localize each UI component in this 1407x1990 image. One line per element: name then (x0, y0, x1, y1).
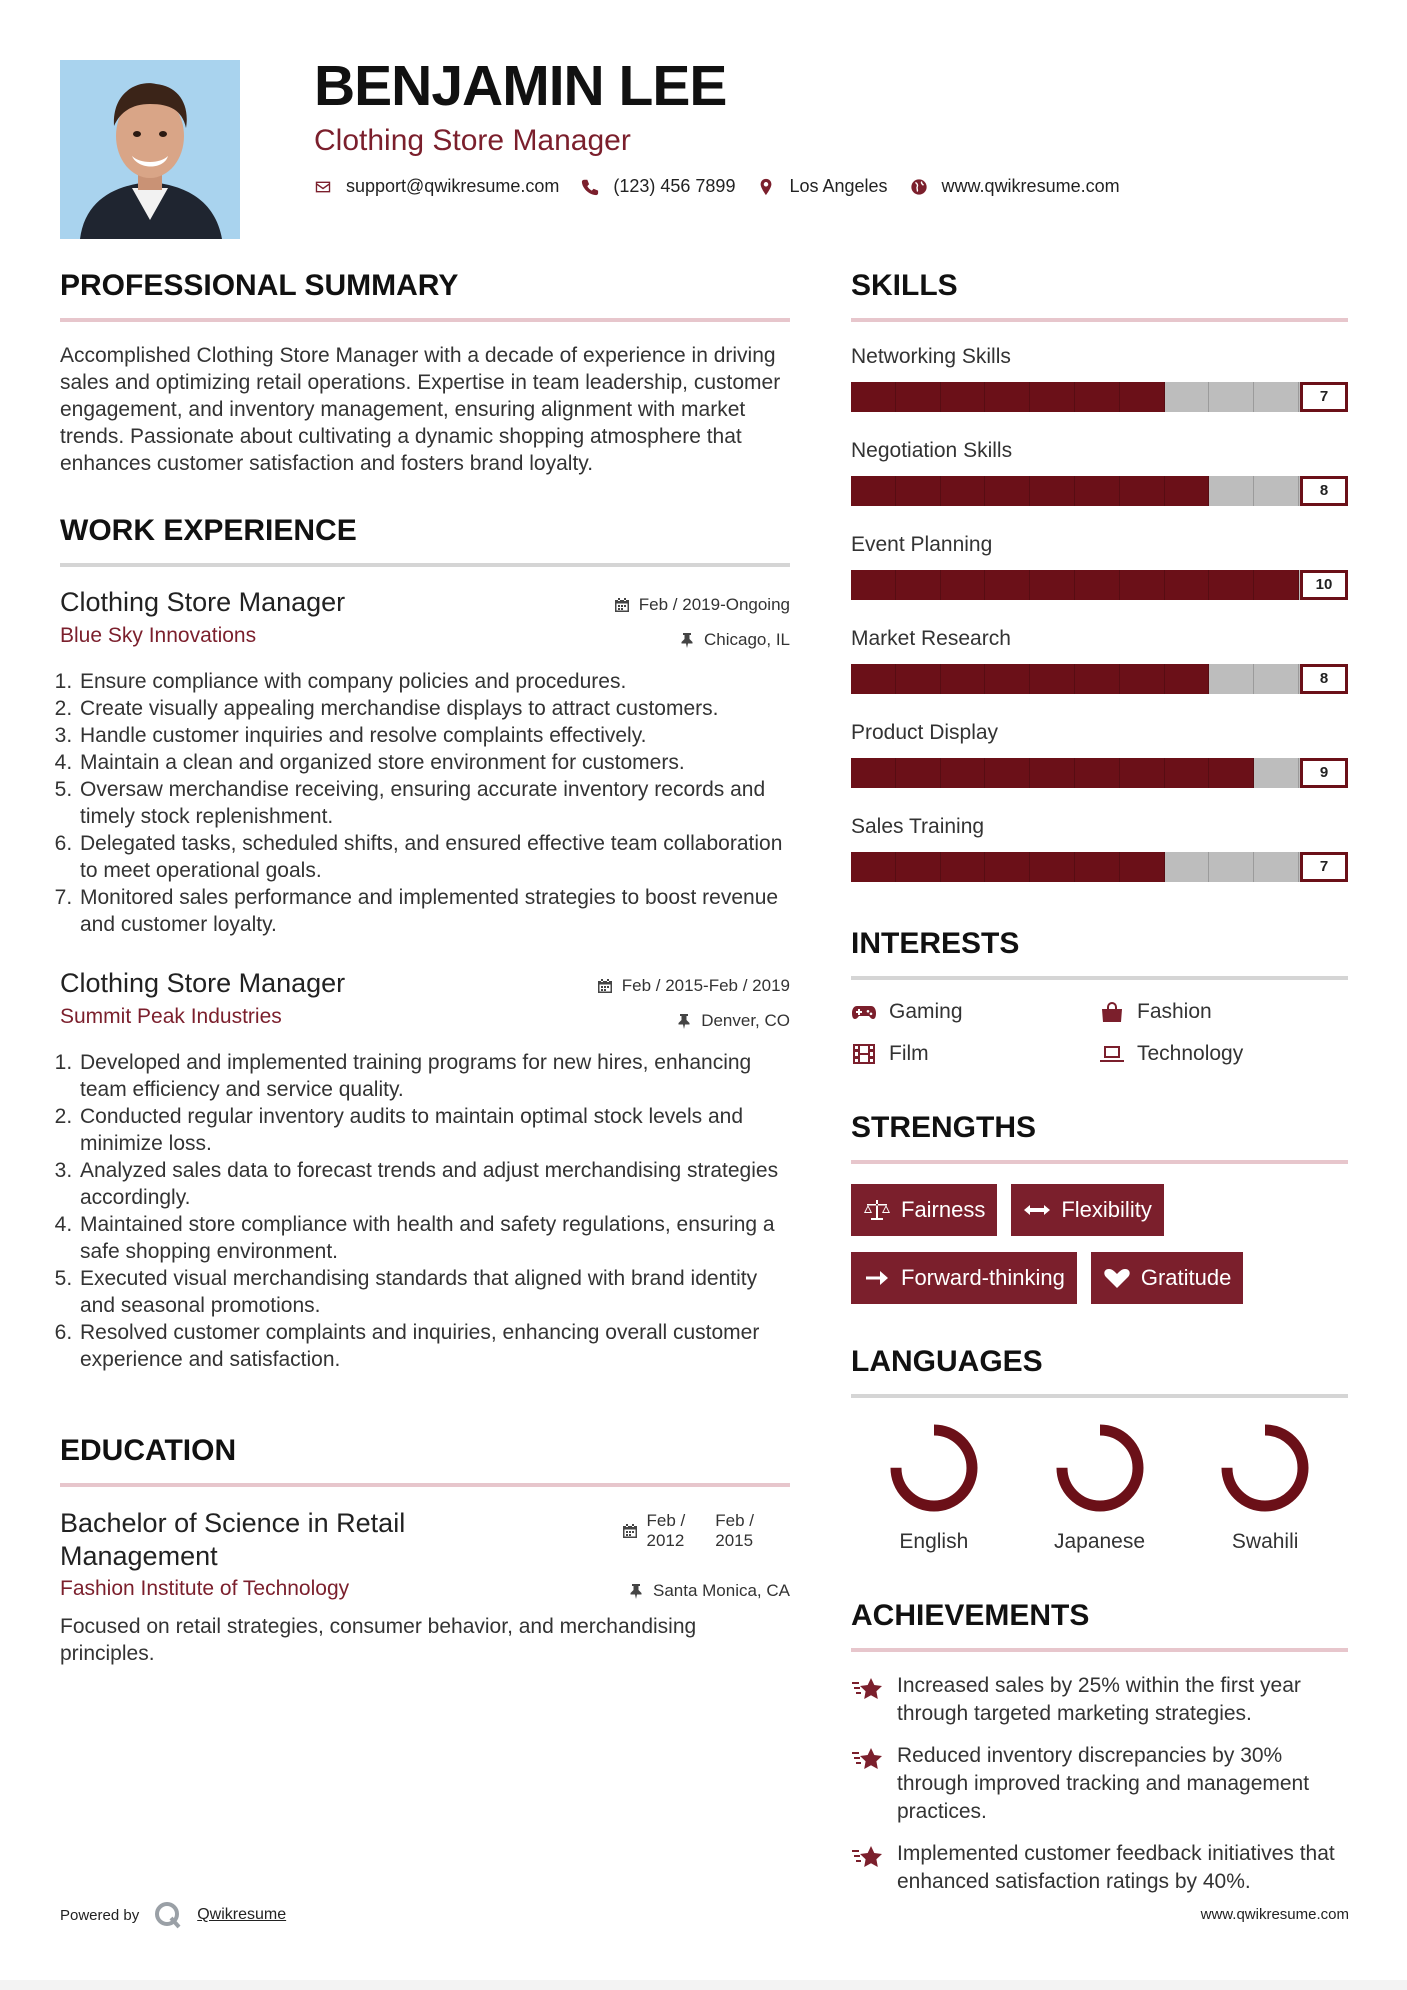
strength-badge (1091, 1252, 1244, 1304)
language-item (1017, 1418, 1183, 1554)
job-location (676, 1011, 790, 1031)
job-date-text: Feb / 2019-Ongoing (638, 595, 790, 614)
task-item: 1. Developed and implemented training programs for new hires, enhancing team efficiency and service quality. (78, 1049, 790, 1103)
skill-level-bar (851, 852, 1348, 882)
strengths-heading: STRENGTHS (851, 1111, 1037, 1144)
language-level-ring (1050, 1418, 1150, 1518)
skill-level-bar (851, 758, 1348, 788)
language-level-arc (1227, 1430, 1303, 1506)
skill-bar-segment (941, 664, 986, 694)
skill-bar-segment (896, 758, 941, 788)
pin-icon (628, 1583, 644, 1599)
skill-bar-segment (851, 570, 896, 600)
edu-end-year: 2015 (715, 1531, 754, 1550)
achievement-text: Increased sales by 25% within the first year through targeted marketing strategies. (897, 1674, 1301, 1725)
achievements-list (851, 1672, 1348, 1896)
calendar-icon (614, 597, 630, 613)
qwikresume-link[interactable]: Qwikresume (197, 1906, 287, 1923)
arrows-horizontal-icon (1023, 1198, 1051, 1222)
skill-bar-segment (1030, 758, 1075, 788)
star-icon (851, 1842, 885, 1872)
star-icon (851, 1674, 885, 1704)
education-section (60, 1433, 790, 1667)
section-divider (851, 1648, 1348, 1652)
skill-bar-segment (1165, 758, 1210, 788)
candidate-title: Clothing Store Manager (314, 124, 631, 157)
strength-label: Fairness (901, 1197, 986, 1222)
skill-item (851, 718, 1348, 788)
skill-level-bar (851, 382, 1348, 412)
skill-bar-segment (1075, 758, 1120, 788)
interest-label: Gaming (889, 1000, 963, 1023)
skill-bar-segment (896, 570, 941, 600)
bottom-strip (0, 1980, 1407, 1990)
language-name: English (899, 1530, 969, 1553)
strength-badge (851, 1252, 1077, 1304)
skill-bar-segment (1030, 476, 1075, 506)
achievements-section (851, 1598, 1348, 1896)
avatar (60, 60, 240, 239)
qwikresume-logo-icon (153, 1900, 183, 1930)
task-item: 4. Maintain a clean and organized store environment for customers. (78, 749, 790, 776)
profile-photo (60, 60, 240, 239)
skill-bar-segment (1030, 382, 1075, 412)
task-item: 3. Handle customer inquiries and resolve complaints effectively. (78, 722, 790, 749)
interest-label: Film (889, 1042, 929, 1065)
language-level-arc (1062, 1430, 1138, 1506)
job-location (679, 630, 790, 650)
skill-bar-segment (1075, 476, 1120, 506)
skill-bar-segment (1254, 476, 1299, 506)
skill-bar-segment (1030, 664, 1075, 694)
skill-item (851, 436, 1348, 506)
skill-name: Networking Skills (851, 345, 1011, 368)
task-item: 6. Resolved customer complaints and inquiries, enhancing overall customer experience and satisfaction. (78, 1319, 790, 1373)
strength-label: Gratitude (1140, 1265, 1232, 1290)
skill-bar-segment (1254, 382, 1299, 412)
skills-list (851, 342, 1348, 882)
skill-name: Product Display (851, 721, 999, 744)
task-item: 6. Delegated tasks, scheduled shifts, and ensured effective team collaboration to meet operational goals. (78, 830, 790, 884)
strengths-section (851, 1110, 1348, 1304)
experience-section (60, 513, 790, 1373)
right-column (851, 268, 1348, 1910)
job-date (597, 976, 790, 996)
skill-bar-segment (1254, 852, 1299, 882)
interests-grid (851, 1000, 1348, 1066)
company-name: Summit Peak Industries (60, 1005, 282, 1028)
interests-heading: INTERESTS (851, 927, 1020, 960)
languages-section (851, 1344, 1348, 1554)
job-location-text: Chicago, IL (704, 630, 790, 649)
skill-bar-segment (941, 476, 986, 506)
skill-bar-segment (1030, 852, 1075, 882)
skill-level-value: 8 (1300, 476, 1348, 506)
candidate-name: BENJAMIN LEE (314, 54, 727, 118)
skill-bar-segment (941, 852, 986, 882)
task-item: 2. Create visually appealing merchandise displays to attract customers. (78, 695, 790, 722)
skill-level-bar (851, 664, 1348, 694)
contact-phone[interactable] (581, 176, 735, 197)
strength-label: Flexibility (1061, 1197, 1152, 1222)
skill-level-value: 8 (1300, 664, 1348, 694)
achievement-text: Implemented customer feedback initiatives that enhanced satisfaction ratings by 40%. (897, 1842, 1335, 1893)
company-name: Blue Sky Innovations (60, 624, 257, 647)
skill-bar-segment (851, 852, 896, 882)
job-title: Clothing Store Manager (60, 587, 346, 617)
arrow-right-icon (863, 1266, 891, 1290)
strength-badge (1011, 1184, 1163, 1236)
skill-bar-segment (941, 382, 986, 412)
interest-label: Technology (1137, 1042, 1244, 1065)
skill-bar-segment (1254, 570, 1299, 600)
strength-label: Forward-thinking (901, 1265, 1065, 1290)
skill-bar-segment (1165, 664, 1210, 694)
skill-bar-segment (1165, 382, 1210, 412)
task-list (60, 668, 790, 938)
calendar-icon (622, 1523, 638, 1539)
map-marker-icon (757, 178, 775, 196)
achievement-text: Reduced inventory discrepancies by 30% through improved tracking and management practices. (897, 1744, 1310, 1823)
skill-bar-segment (985, 476, 1030, 506)
skill-bar-segment (896, 852, 941, 882)
skill-bar-segment (941, 570, 986, 600)
skill-bar-segment (1030, 570, 1075, 600)
skill-name: Negotiation Skills (851, 439, 1013, 462)
star-icon (851, 1744, 885, 1774)
interest-label: Fashion (1137, 1000, 1212, 1023)
footer-powered-by (60, 1900, 286, 1930)
skill-bar-segment (1209, 570, 1254, 600)
job-date (614, 595, 790, 615)
skill-name: Market Research (851, 627, 1011, 650)
skill-bar-segment (1209, 664, 1254, 694)
section-divider (851, 976, 1348, 980)
skill-bar-segment (1254, 664, 1299, 694)
job-title: Clothing Store Manager (60, 968, 346, 998)
email-text: support@qwikresume.com (346, 176, 560, 196)
skill-bar-segment (896, 476, 941, 506)
skill-bar-segment (985, 664, 1030, 694)
location-text: Los Angeles (789, 176, 888, 196)
achievement-item (851, 1840, 1348, 1896)
skill-item (851, 530, 1348, 600)
skill-bar-segment (1165, 852, 1210, 882)
job-location-text: Denver, CO (701, 1011, 790, 1030)
globe-icon (910, 178, 928, 196)
film-icon (851, 1043, 877, 1065)
language-level-arc (896, 1430, 972, 1506)
skill-bar-segment (1075, 570, 1120, 600)
degree-title: Bachelor of Science in Retail Management (60, 1508, 406, 1571)
skill-bar-segment (985, 570, 1030, 600)
job-date-text: Feb / 2015-Feb / 2019 (621, 976, 790, 995)
achievements-heading: ACHIEVEMENTS (851, 1599, 1090, 1632)
skill-bar-segment (1209, 476, 1254, 506)
section-divider (851, 1160, 1348, 1164)
skill-level-value: 10 (1300, 570, 1348, 600)
language-name: Swahili (1231, 1530, 1299, 1553)
laptop-icon (1099, 1043, 1125, 1065)
school-name: Fashion Institute of Technology (60, 1577, 350, 1600)
skill-bar-segment (985, 852, 1030, 882)
skill-bar-segment (851, 758, 896, 788)
languages-heading: LANGUAGES (851, 1345, 1043, 1378)
heart-icon (1103, 1266, 1131, 1290)
section-divider (60, 1483, 790, 1487)
language-level-ring (884, 1418, 984, 1518)
footer-url[interactable]: www.qwikresume.com (1200, 1906, 1349, 1923)
skill-bar-segment (1209, 852, 1254, 882)
gamepad-icon (851, 1001, 877, 1023)
section-divider (60, 563, 790, 567)
skill-bar-segment (851, 476, 896, 506)
interest-item (851, 1042, 1099, 1066)
interest-item (1099, 1042, 1347, 1066)
phone-icon (581, 178, 599, 196)
skill-bar-segment (1120, 570, 1165, 600)
skill-level-value: 9 (1300, 758, 1348, 788)
contact-location (757, 176, 887, 197)
task-list (60, 1049, 790, 1373)
skill-bar-segment (1120, 382, 1165, 412)
language-level-ring (1215, 1418, 1315, 1518)
skill-bar-segment (1120, 664, 1165, 694)
task-item: 5. Executed visual merchandising standards that aligned with brand identity and seasonal promotions. (78, 1265, 790, 1319)
strengths-list (851, 1184, 1348, 1304)
skill-item (851, 624, 1348, 694)
interest-item (1099, 1000, 1347, 1024)
skills-section (851, 268, 1348, 882)
skill-bar-segment (941, 758, 986, 788)
skill-bar-segment (1165, 570, 1210, 600)
calendar-icon (597, 978, 613, 994)
skill-bar-segment (1120, 852, 1165, 882)
skill-bar-segment (1075, 382, 1120, 412)
task-item: 1. Ensure compliance with company policies and procedures. (78, 668, 790, 695)
skill-level-value: 7 (1300, 382, 1348, 412)
language-item (1182, 1418, 1348, 1554)
summary-heading: PROFESSIONAL SUMMARY (60, 269, 459, 302)
skill-name: Event Planning (851, 533, 993, 556)
left-column (60, 268, 790, 1667)
skill-bar-segment (851, 382, 896, 412)
skill-bar-segment (1165, 476, 1210, 506)
skill-bar-segment (1209, 758, 1254, 788)
skill-level-bar (851, 570, 1348, 600)
skill-bar-segment (851, 664, 896, 694)
pin-icon (679, 632, 695, 648)
skill-bar-segment (1075, 852, 1120, 882)
section-divider (851, 318, 1348, 322)
task-item: 4. Maintained store compliance with health and safety regulations, ensuring a safe shopping environment. (78, 1211, 790, 1265)
education-description: Focused on retail strategies, consumer behavior, and merchandising principles. (60, 1615, 697, 1665)
contact-email[interactable] (314, 176, 559, 197)
task-item: 7. Monitored sales performance and implemented strategies to boost revenue and customer loyalty. (78, 884, 790, 938)
skill-bar-segment (1120, 758, 1165, 788)
strength-badge (851, 1184, 997, 1236)
skill-name: Sales Training (851, 815, 985, 838)
education-location (628, 1581, 790, 1601)
interests-section (851, 926, 1348, 1066)
envelope-icon (314, 178, 332, 196)
shopping-bag-icon (1099, 1001, 1125, 1023)
edu-end-month: Feb / (715, 1511, 754, 1530)
education-location-text: Santa Monica, CA (652, 1581, 790, 1600)
summary-text: Accomplished Clothing Store Manager with a decade of experience in driving sales and optimizing retail operations. Expertise in team leadership, customer engagement, and inventory management, ensuring alignment with market trends. Passionate about cultivating a dynamic shopping atmosphere that enhances customer satisfaction and fosters brand loyalty. (60, 344, 781, 475)
skill-level-value: 7 (1300, 852, 1348, 882)
skill-bar-segment (985, 382, 1030, 412)
experience-heading: WORK EXPERIENCE (60, 514, 357, 547)
skill-bar-segment (985, 758, 1030, 788)
summary-section (60, 268, 790, 477)
job-entry (60, 587, 790, 938)
section-divider (851, 1394, 1348, 1398)
achievement-item (851, 1672, 1348, 1728)
section-divider (60, 318, 790, 322)
languages-list (851, 1418, 1348, 1554)
task-item: 2. Conducted regular inventory audits to maintain optimal stock levels and minimize loss. (78, 1103, 790, 1157)
balance-scale-icon (863, 1198, 891, 1222)
website-text: www.qwikresume.com (941, 176, 1120, 196)
education-date (622, 1511, 755, 1551)
skills-heading: SKILLS (851, 269, 958, 302)
pin-icon (676, 1013, 692, 1029)
skill-bar-segment (1120, 476, 1165, 506)
job-entry (60, 968, 790, 1373)
edu-start-month: Feb / (646, 1511, 686, 1530)
task-item: 5. Oversaw merchandise receiving, ensuring accurate inventory records and timely stock replenishment. (78, 776, 790, 830)
powered-by-text: Powered by (60, 1906, 140, 1924)
phone-text: (123) 456 7899 (613, 176, 736, 196)
education-heading: EDUCATION (60, 1434, 237, 1467)
skill-item (851, 342, 1348, 412)
language-name: Japanese (1053, 1530, 1146, 1553)
skill-bar-segment (896, 382, 941, 412)
contact-website[interactable] (910, 176, 1120, 197)
skill-bar-segment (1075, 664, 1120, 694)
skill-bar-segment (1209, 382, 1254, 412)
interest-item (851, 1000, 1099, 1024)
language-item (851, 1418, 1017, 1554)
skill-bar-segment (1254, 758, 1299, 788)
contact-bar (314, 176, 1142, 197)
skill-bar-segment (896, 664, 941, 694)
achievement-item (851, 1742, 1348, 1826)
skill-item (851, 812, 1348, 882)
task-item: 3. Analyzed sales data to forecast trends and adjust merchandising strategies accordingly. (78, 1157, 790, 1211)
edu-start-year: 2012 (646, 1531, 685, 1550)
skill-level-bar (851, 476, 1348, 506)
